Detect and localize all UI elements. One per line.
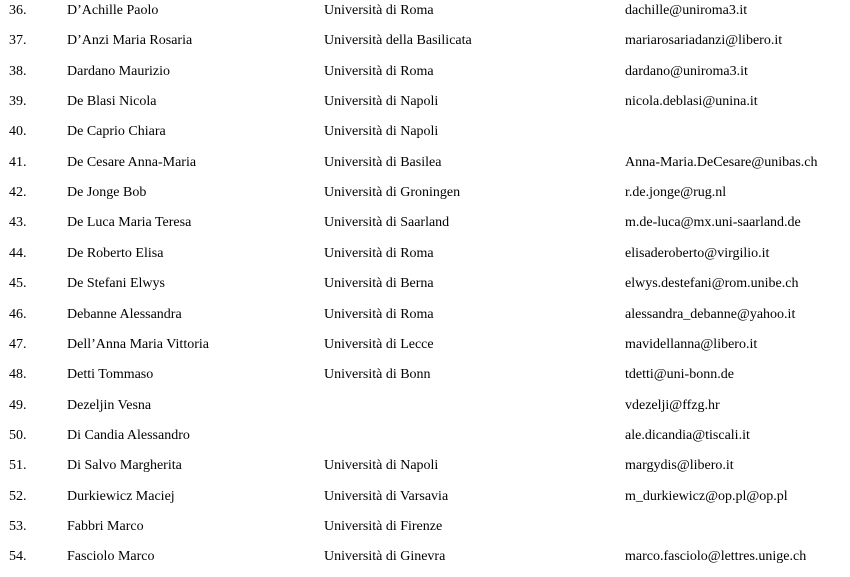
entry-number: 54. [9, 549, 27, 565]
university-name: Università di Basilea [324, 154, 442, 170]
person-name: D’Anzi Maria Rosaria [67, 33, 193, 49]
university-name: Università di Ginevra [324, 549, 446, 565]
person-name: De Roberto Elisa [67, 245, 164, 261]
entry-number: 48. [9, 367, 27, 383]
university-name: Università di Napoli [324, 458, 439, 474]
person-name: Fabbri Marco [67, 518, 144, 534]
email-address: alessandra_debanne@yahoo.it [625, 306, 796, 322]
university-name: Università di Saarland [324, 215, 450, 231]
person-name: Di Candia Alessandro [67, 427, 190, 443]
list-item [0, 122, 850, 152]
list-item [0, 335, 850, 365]
university-name: Università di Lecce [324, 336, 434, 352]
person-name: De Stefani Elwys [67, 276, 165, 292]
list-item [0, 92, 850, 122]
list-item [0, 31, 850, 61]
person-name: Detti Tommaso [67, 367, 154, 383]
list-item [0, 244, 850, 274]
list-item [0, 487, 850, 517]
entry-number: 43. [9, 215, 27, 231]
list-item [0, 1, 850, 31]
person-name: Dezeljin Vesna [67, 397, 152, 413]
entry-number: 46. [9, 306, 27, 322]
entry-number: 37. [9, 33, 27, 49]
university-name: Università di Roma [324, 63, 434, 79]
person-name: De Cesare Anna-Maria [67, 154, 197, 170]
email-address: elwys.destefani@rom.unibe.ch [625, 276, 799, 292]
list-item [0, 305, 850, 335]
person-name: De Jonge Bob [67, 185, 147, 201]
list-item [0, 274, 850, 304]
list-item [0, 517, 850, 547]
email-address: m.de-luca@mx.uni-saarland.de [625, 215, 801, 231]
list-item [0, 153, 850, 183]
person-name: D’Achille Paolo [67, 3, 159, 18]
email-address: tdetti@uni-bonn.de [625, 367, 734, 383]
list-item [0, 183, 850, 213]
university-name: Università di Firenze [324, 518, 443, 534]
person-name: De Luca Maria Teresa [67, 215, 192, 231]
entry-number: 39. [9, 94, 27, 110]
university-name: Università di Napoli [324, 124, 439, 140]
entry-number: 38. [9, 63, 27, 79]
email-address: Anna-Maria.DeCesare@unibas.ch [625, 154, 818, 170]
person-name: Dardano Maurizio [67, 63, 171, 79]
email-address: ale.dicandia@tiscali.it [625, 427, 750, 443]
person-name: Durkiewicz Maciej [67, 488, 175, 504]
email-address: mariarosariadanzi@libero.it [625, 33, 783, 49]
entry-number: 51. [9, 458, 27, 474]
entry-number: 42. [9, 185, 27, 201]
email-address: vdezelji@ffzg.hr [625, 397, 720, 413]
university-name: Università di Groningen [324, 185, 461, 201]
list-item [0, 213, 850, 243]
university-name: Università di Bonn [324, 367, 431, 383]
person-name: Dell’Anna Maria Vittoria [67, 336, 209, 352]
person-name: Fasciolo Marco [67, 549, 155, 565]
email-address: mavidellanna@libero.it [625, 336, 758, 352]
person-name: Debanne Alessandra [67, 306, 182, 322]
entry-number: 50. [9, 427, 27, 443]
email-address: r.de.jonge@rug.nl [625, 185, 727, 201]
university-name: Università di Berna [324, 276, 434, 292]
university-name: Università della Basilicata [324, 33, 472, 49]
university-name: Università di Roma [324, 245, 434, 261]
entry-number: 47. [9, 336, 27, 352]
email-address: margydis@libero.it [625, 458, 734, 474]
entry-number: 45. [9, 276, 27, 292]
entry-number: 40. [9, 124, 27, 140]
entry-number: 44. [9, 245, 27, 261]
entry-number: 49. [9, 397, 27, 413]
email-address: nicola.deblasi@unina.it [625, 94, 758, 110]
entry-number: 41. [9, 154, 27, 170]
list-item [0, 456, 850, 486]
person-name: Di Salvo Margherita [67, 458, 182, 474]
university-name: Università di Roma [324, 306, 434, 322]
university-name: Università di Varsavia [324, 488, 449, 504]
list-item [0, 426, 850, 456]
entry-number: 53. [9, 518, 27, 534]
email-address: m_durkiewicz@op.pl@op.pl [625, 488, 788, 504]
email-address: elisaderoberto@virgilio.it [625, 245, 770, 261]
person-name: De Blasi Nicola [67, 94, 157, 110]
list-item [0, 365, 850, 395]
university-name: Università di Napoli [324, 94, 439, 110]
email-address: dachille@uniroma3.it [625, 3, 748, 18]
entry-number: 52. [9, 488, 27, 504]
university-name: Università di Roma [324, 3, 434, 18]
list-item [0, 396, 850, 426]
list-item [0, 547, 850, 577]
email-address: dardano@uniroma3.it [625, 63, 748, 79]
email-address: marco.fasciolo@lettres.unige.ch [625, 549, 807, 565]
list-item [0, 62, 850, 92]
entry-number: 36. [9, 3, 27, 18]
person-name: De Caprio Chiara [67, 124, 166, 140]
